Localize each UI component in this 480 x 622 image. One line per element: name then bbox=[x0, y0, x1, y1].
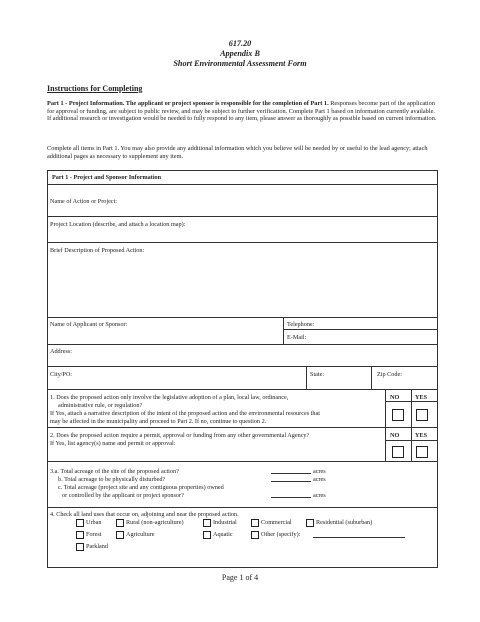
rural-label: Rural (non-agriculture) bbox=[126, 519, 184, 526]
divider bbox=[47, 461, 437, 462]
q3b-acres-input[interactable] bbox=[271, 475, 311, 482]
residential-label: Residential (suburban) bbox=[316, 519, 373, 526]
email-label: E-Mail: bbox=[287, 334, 307, 341]
q1-text-3: If Yes, attach a narrative description of the intent of the proposed action and the environmental resources that bbox=[50, 410, 320, 417]
q1-yes-checkbox[interactable] bbox=[416, 409, 428, 421]
project-location-label: Project Location (describe, and attach a location map): bbox=[50, 221, 186, 228]
divider bbox=[47, 427, 437, 428]
q2-text-2: If Yes, list agency(s) name and permit or approval: bbox=[50, 440, 176, 447]
q2-no-label: NO bbox=[390, 432, 400, 439]
divider bbox=[47, 507, 437, 508]
urban-label: Urban bbox=[86, 519, 102, 526]
divider bbox=[47, 389, 437, 390]
urban-checkbox[interactable] bbox=[76, 519, 84, 527]
forest-checkbox[interactable] bbox=[76, 531, 84, 539]
commercial-label: Commercial bbox=[261, 519, 292, 526]
city-label: City/PO: bbox=[50, 371, 73, 378]
other-label: Other (specify): bbox=[261, 531, 301, 538]
divider bbox=[371, 366, 372, 389]
commercial-checkbox[interactable] bbox=[251, 519, 259, 527]
parkland-checkbox[interactable] bbox=[76, 543, 84, 551]
q3a-acres-unit: acres bbox=[313, 468, 326, 475]
state-label: State: bbox=[310, 371, 325, 378]
brief-description-label: Brief Description of Proposed Action: bbox=[50, 247, 145, 254]
divider bbox=[47, 184, 437, 185]
q2-yes-label: YES bbox=[415, 432, 428, 439]
q1-no-checkbox[interactable] bbox=[392, 409, 404, 421]
q3c-text-1: c. Total acreage (project site and any contiguous properties) owned bbox=[58, 484, 224, 491]
address-label: Address: bbox=[50, 348, 72, 355]
section-title: Part 1 - Project and Sponsor Information bbox=[52, 174, 162, 181]
form-number: 617.20 bbox=[228, 39, 252, 48]
q4-text: 4. Check all land uses that occur on, adjoining and near the proposed action. bbox=[50, 511, 239, 518]
parkland-label: Parkland bbox=[86, 543, 108, 550]
q3a-text: 3.a. Total acreage of the site of the proposed action? bbox=[50, 468, 179, 475]
other-checkbox[interactable] bbox=[251, 531, 259, 539]
q3b-text: b. Total acreage to be physically disturbed? bbox=[58, 476, 166, 483]
q1-yes-label: YES bbox=[415, 394, 428, 401]
divider bbox=[283, 329, 437, 330]
divider bbox=[306, 366, 307, 389]
divider bbox=[47, 216, 437, 217]
aquatic-label: Aquatic bbox=[213, 531, 233, 538]
divider bbox=[47, 242, 437, 243]
divider bbox=[47, 366, 437, 367]
divider bbox=[385, 401, 437, 402]
q1-text-1: 1. Does the proposed action only involve the legislative adoption of a plan, local law, ordinance, bbox=[50, 394, 289, 401]
q3c-acres-input[interactable] bbox=[271, 491, 311, 498]
telephone-label: Telephone: bbox=[287, 321, 315, 328]
address-field[interactable] bbox=[48, 356, 436, 364]
instructions-heading: Instructions for Completing bbox=[47, 84, 143, 93]
divider bbox=[47, 344, 437, 345]
project-location-field[interactable] bbox=[48, 230, 436, 240]
intro-part1-rest: Responses become part of the application for approval or funding, are subject to public review, and may be subject to further verification. Complete Part 1 based on information currently available. If additional research or investigation would be needed to fully respond to any item, please answer as thoroughly as possible based on current information. bbox=[47, 100, 437, 123]
q2-text-1: 2. Does the proposed action require a permit, approval or funding from any other governmental Agency? bbox=[50, 432, 310, 439]
divider bbox=[411, 389, 412, 461]
q2-yes-checkbox[interactable] bbox=[416, 446, 428, 458]
form-title: Short Environmental Assessment Form bbox=[173, 59, 307, 68]
forest-label: Forest bbox=[86, 531, 102, 538]
q1-no-label: NO bbox=[390, 394, 400, 401]
name-of-action-field[interactable] bbox=[48, 208, 436, 216]
intro-paragraph-1 bbox=[47, 100, 439, 123]
q3b-acres-unit: acres bbox=[313, 476, 326, 483]
residential-checkbox[interactable] bbox=[306, 519, 314, 527]
q3a-acres-input[interactable] bbox=[271, 467, 311, 474]
agriculture-checkbox[interactable] bbox=[116, 531, 124, 539]
rural-checkbox[interactable] bbox=[116, 519, 124, 527]
q3c-text-2: or controlled by the applicant or project sponsor? bbox=[62, 492, 184, 499]
applicant-name-label: Name of Applicant or Sponsor: bbox=[50, 321, 128, 328]
divider bbox=[385, 440, 437, 441]
page-number: Page 1 of 4 bbox=[221, 573, 259, 582]
q1-text-2: administrative rule, or regulation? bbox=[58, 402, 143, 409]
intro-paragraph-2: Complete all items in Part 1. You may also provide any additional information which you believe will be needed by or useful to the lead agency; attach additional pages as necessary to supplement any item. bbox=[47, 145, 428, 160]
intro-part1-bold: Part 1 - Project Information. The applicant or project sponsor is responsible for the completion of Part 1. bbox=[47, 100, 329, 107]
appendix-label: Appendix B bbox=[220, 49, 260, 58]
industrial-checkbox[interactable] bbox=[203, 519, 211, 527]
q2-no-checkbox[interactable] bbox=[392, 446, 404, 458]
q1-text-4: may be affected in the municipality and proceed to Part 2. If no, continue to question 2. bbox=[50, 418, 267, 425]
aquatic-checkbox[interactable] bbox=[203, 531, 211, 539]
name-of-action-label: Name of Action or Project: bbox=[50, 198, 118, 205]
divider bbox=[385, 389, 386, 461]
q3c-acres-unit: acres bbox=[313, 492, 326, 499]
other-specify-input[interactable] bbox=[313, 531, 405, 538]
brief-description-field[interactable] bbox=[48, 256, 436, 316]
zip-label: Zip Code: bbox=[377, 371, 402, 378]
industrial-label: Industrial bbox=[213, 519, 237, 526]
divider bbox=[283, 317, 284, 344]
divider bbox=[47, 317, 437, 318]
agriculture-label: Agriculture bbox=[126, 531, 155, 538]
